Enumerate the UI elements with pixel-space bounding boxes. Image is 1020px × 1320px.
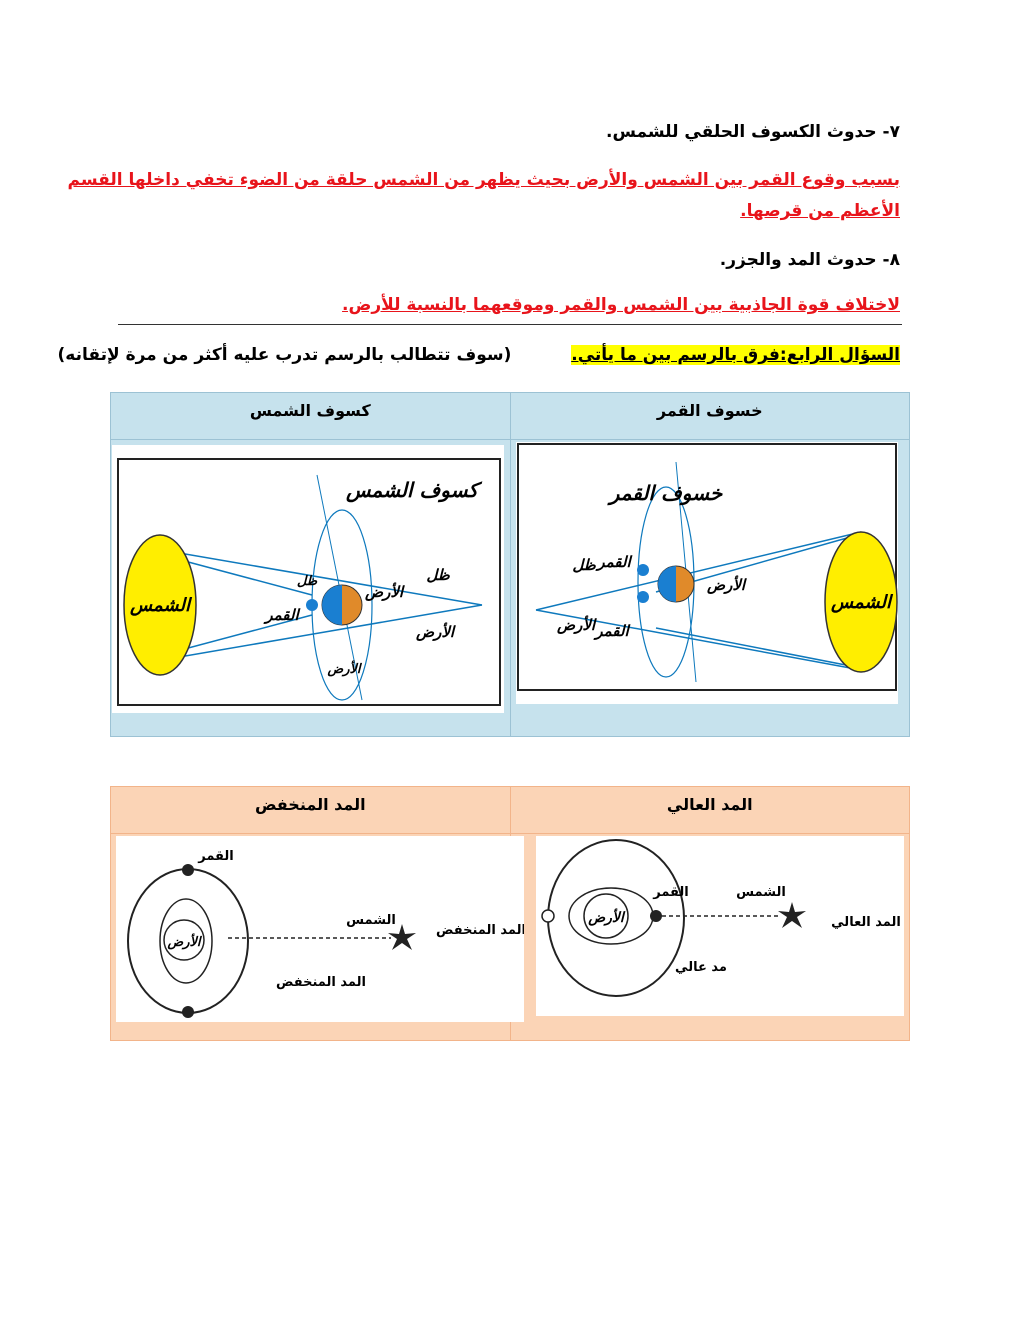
moon-icon [182, 864, 194, 876]
high-tide-figure [536, 836, 904, 1016]
lunar-eclipse-header: خسوف القمر [510, 393, 909, 440]
lunar-earth-label: الأرض [706, 576, 746, 594]
moon-icon [306, 599, 318, 611]
question4-title: السؤال الرابع:فرق بالرسم بين ما يأتي. [571, 345, 900, 365]
solar-moon-shadow-label: ظل [296, 574, 318, 589]
solar-eclipse-header: كسوف الشمس [111, 393, 511, 440]
low-moon-label: القمر [198, 849, 234, 864]
moon-icon [637, 564, 649, 576]
moon-icon [650, 910, 662, 922]
low-tide-header: المد المنخفض [111, 787, 511, 834]
high-earth-label: الأرض [588, 910, 624, 926]
solar-shadow-label: ظل [426, 566, 450, 584]
lunar-earth2-label: الأرض [556, 616, 596, 634]
low-tide-below: المد المنخفض [276, 975, 366, 990]
high-tide-below: مد عالي [675, 960, 727, 975]
answer-8: لاختلاف قوة الجاذبية بين الشمس والقمر وموقعهما بالنسبة للأرض. [342, 295, 900, 315]
low-earth-label: الأرض [167, 935, 201, 950]
divider [118, 324, 902, 325]
lunar-moon2-label: القمر [595, 622, 629, 640]
solar-moon-label: القمر [265, 606, 299, 624]
sun-icon [778, 902, 806, 928]
high-moon-label: القمر [653, 885, 689, 900]
high-sun-label: الشمس [736, 885, 786, 900]
high-tide-header: المد العالي [510, 787, 909, 834]
lunar-sun-label: الشمس [831, 592, 891, 613]
answer-7-line2: الأعظم من قرصها. [740, 201, 900, 221]
answer-7-line1: بسبب وقوع القمر بين الشمس والأرض بحيث يظهر من الشمس حلقة من الضوء تخفي داخلها القسم [67, 170, 900, 190]
lunar-fig-title: خسوف القمر [609, 481, 723, 505]
solar-fig-title: كسوف الشمس [346, 478, 478, 502]
high-tide-label: المد العالي [831, 915, 901, 930]
solar-sun-label: الشمس [130, 595, 190, 616]
solar-earth-small-label: الأرض [327, 662, 361, 677]
low-sun-label: الشمس [346, 913, 396, 928]
solar-shadow-earth-label: الأرض [415, 623, 455, 641]
question-8: ٨- حدوث المد والجزر. [719, 250, 900, 270]
low-tide-figure [116, 836, 524, 1022]
question4-note: (سوف تتطالب بالرسم تدرب عليه أكثر من مرة لإتقانه) [57, 345, 512, 365]
solar-eclipse-figure [112, 445, 504, 713]
moon-icon [637, 591, 649, 603]
question4-row [57, 345, 900, 365]
lunar-eclipse-figure [516, 442, 898, 704]
lunar-moon-label: القمر [597, 553, 631, 571]
question-7: ٧- حدوث الكسوف الحلقي للشمس. [606, 122, 900, 142]
lunar-shadow-label: ظل [572, 556, 596, 574]
low-tide-right: المد المنخفض [436, 923, 524, 938]
solar-earth-label: الأرض [364, 583, 404, 601]
